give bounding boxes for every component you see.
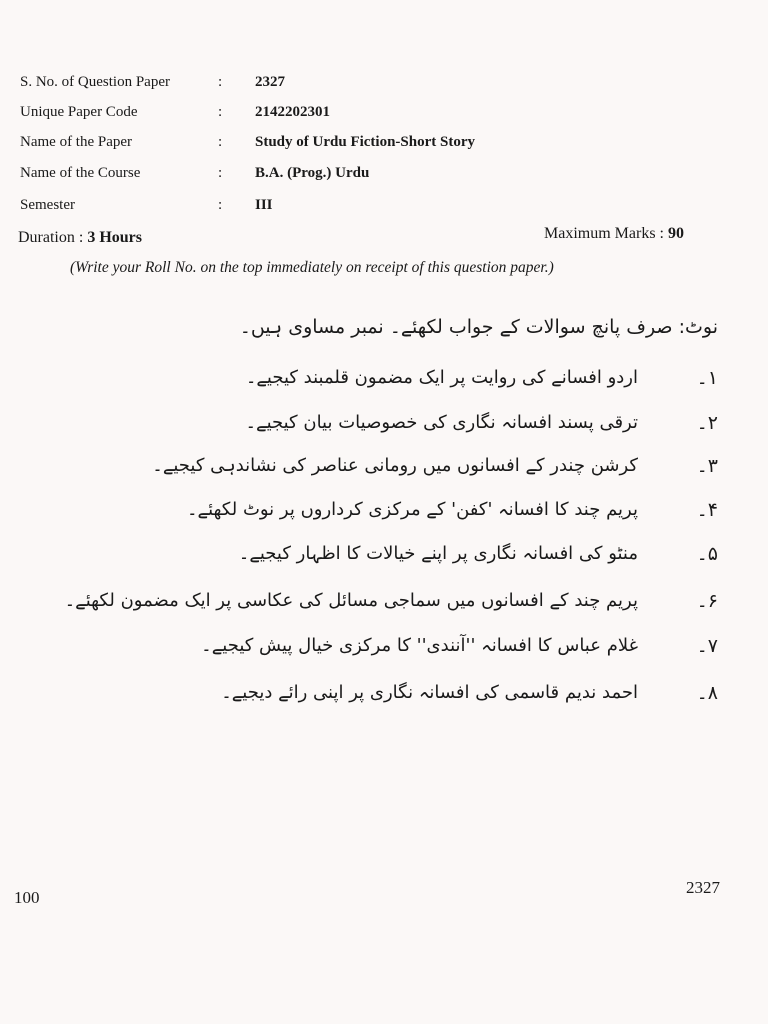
meta-row-paper-name: [0, 134, 768, 160]
exam-note: نوٹ: صرف پانچ سوالات کے جواب لکھئے۔ نمبر مساوی ہیں۔: [239, 316, 718, 338]
question-text: احمد ندیم قاسمی کی افسانہ نگاری پر اپنی رائے دیجیے۔: [221, 682, 638, 703]
question-item: [68, 412, 718, 446]
meta-label: Name of the Course: [20, 165, 141, 181]
meta-colon: :: [218, 104, 223, 120]
question-item: [68, 455, 718, 489]
meta-label: Name of the Paper: [20, 134, 133, 150]
meta-value: B.A. (Prog.) Urdu: [255, 165, 370, 181]
question-text: کرشن چندر کے افسانوں میں رومانی عناصر کی نشاندہی کیجیے۔: [152, 455, 638, 476]
meta-label: Unique Paper Code: [20, 104, 138, 120]
question-text: پریم چند کا افسانہ 'کفن' کے مرکزی کرداروں پر نوٹ لکھئے۔: [186, 499, 638, 520]
question-number: ۷۔: [696, 635, 718, 657]
meta-row-serial-number: [0, 74, 768, 100]
meta-row-semester: [0, 197, 768, 223]
meta-colon: :: [218, 165, 223, 181]
question-item: [68, 682, 718, 716]
question-text: پریم چند کے افسانوں میں سماجی مسائل کی عکاسی پر ایک مضمون لکھئے۔: [64, 590, 638, 611]
meta-colon: :: [218, 197, 223, 213]
question-item: [68, 367, 718, 401]
footer-paper-number: 2327: [686, 878, 720, 897]
question-text: ترقی پسند افسانہ نگاری کی خصوصیات بیان کیجیے۔: [245, 412, 638, 433]
meta-value: Study of Urdu Fiction-Short Story: [255, 134, 476, 150]
meta-colon: :: [218, 74, 223, 90]
meta-label: S. No. of Question Paper: [20, 74, 170, 90]
question-number: ۶۔: [696, 590, 718, 612]
meta-value: 2327: [255, 74, 285, 90]
meta-label: Semester: [20, 197, 75, 213]
question-number: ۸۔: [696, 682, 718, 704]
question-number: ۱۔: [696, 367, 718, 389]
duration-value: 3 Hours: [87, 229, 142, 246]
footer-copies-count: 100: [14, 888, 40, 907]
duration: [18, 229, 142, 247]
meta-value: 2142202301: [255, 104, 330, 120]
question-item: [64, 590, 718, 624]
question-number: ۴۔: [696, 499, 718, 521]
maximum-marks-label: Maximum Marks :: [544, 225, 664, 242]
question-item: [68, 635, 718, 669]
roll-number-instruction: (Write your Roll No. on the top immediately on receipt of this question paper.): [70, 259, 554, 276]
question-number: ۲۔: [696, 412, 718, 434]
question-text: اردو افسانے کی روایت پر ایک مضمون قلمبند کیجیے۔: [245, 367, 638, 388]
meta-value: III: [255, 197, 273, 213]
meta-colon: :: [218, 134, 223, 150]
maximum-marks-value: 90: [668, 225, 684, 242]
meta-row-paper-code: [0, 104, 768, 130]
duration-label: Duration :: [18, 229, 84, 246]
question-text: غلام عباس کا افسانہ ''آنندی'' کا مرکزی خیال پیش کیجیے۔: [201, 635, 638, 656]
question-item: [68, 499, 718, 533]
question-item: [68, 543, 718, 577]
question-number: ۳۔: [696, 455, 718, 477]
meta-row-course-name: [0, 165, 768, 191]
question-text: منٹو کی افسانہ نگاری پر اپنے خیالات کا اظہار کیجیے۔: [238, 543, 638, 564]
question-number: ۵۔: [696, 543, 718, 565]
maximum-marks: [544, 225, 684, 243]
